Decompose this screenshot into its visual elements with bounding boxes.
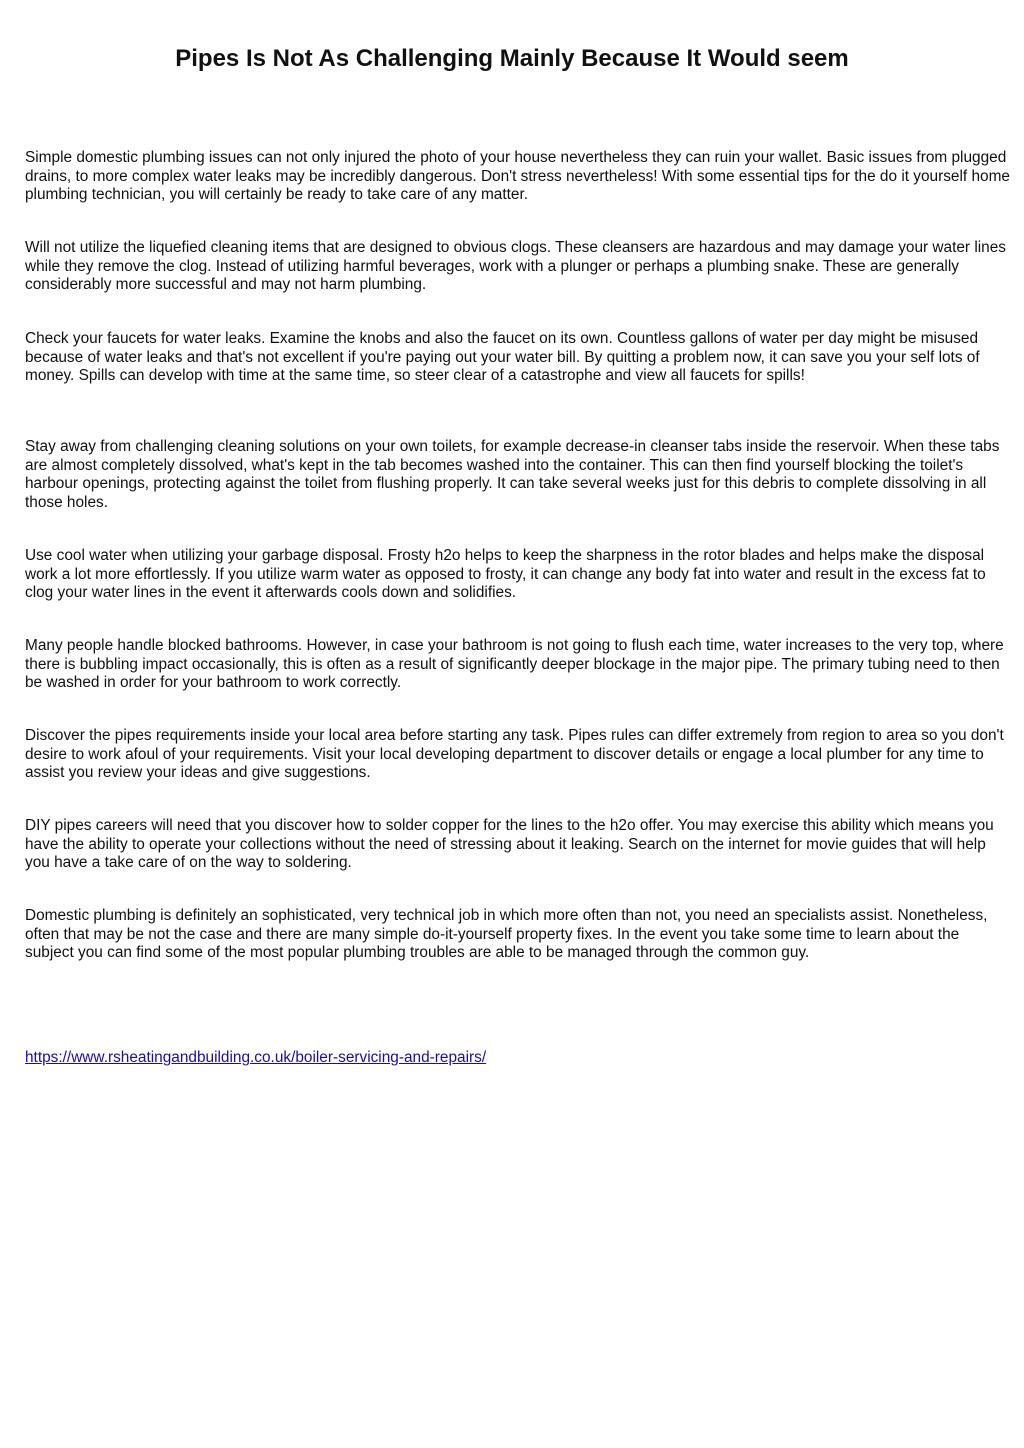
paragraph-toilet-cleaners: Stay away from challenging cleaning solutions on your own toilets, for example decrease-in cleanser tabs inside the reservoir. When these tabs are almost completely dissolved, what's kept in the tab becomes washed into the container. This can then find yourself blocking the toilet's harbour openings, protecting against the toilet from flushing properly. It can take several weeks just for this debris to complete dissolving in all those holes. [25,438,1000,511]
paragraph-soldering: DIY pipes careers will need that you discover how to solder copper for the lines to the h2o offer. You may exercise this ability which means you have the ability to operate your collections without the need of stressing about it leaking. Search on the internet for movie guides that will help you have a take care of on the way to soldering. [25,817,994,872]
paragraph-conclusion: Domestic plumbing is definitely an sophisticated, very technical job in which more often than not, you need an specialists assist. Nonetheless, often that may be not the case and there are many simple do-it-yourself property fixes. In the event you take some time to learn about the subject you can find some of the most popular plumbing troubles are able to be managed through the common guy. [25,907,988,962]
paragraph-cleaning-items: Will not utilize the liquefied cleaning items that are designed to obvious clogs. These cleansers are hazardous and may damage your water lines while they remove the clog. Instead of utilizing harmful beverages, work with a plunger or perhaps a plumbing snake. These are generally considerably more successful and may not harm plumbing. [25,239,1006,294]
paragraph-intro: Simple domestic plumbing issues can not only injured the photo of your house nevertheless they can ruin your wallet. Basic issues from plugged drains, to more complex water leaks may be incredibly dangerous. Don't stress nevertheless! With some essential tips for the do it yourself home plumbing technician, you will certainly be ready to take care of any matter. [25,149,1010,204]
paragraph-faucet-leaks: Check your faucets for water leaks. Examine the knobs and also the faucet on its own. Countless gallons of water per day might be misused because of water leaks and that's not excellent if you're paying out your water bill. By quitting a problem now, it can save you your self lots of money. Spills can develop with time at the same time, so steer clear of a catastrophe and view all faucets for spills! [25,330,980,385]
page-title: Pipes Is Not As Challenging Mainly Because It Would seem [175,45,849,72]
paragraph-garbage-disposal: Use cool water when utilizing your garbage disposal. Frosty h2o helps to keep the sharpness in the rotor blades and helps make the disposal work a lot more effortlessly. If you utilize warm water as opposed to frosty, it can change any body fat into water and result in the excess fat to clog your water lines in the event it afterwards cools down and solidifies. [25,547,986,602]
paragraph-blocked-bathrooms: Many people handle blocked bathrooms. However, in case your bathroom is not going to flush each time, water increases to the very top, where there is bubbling impact occasionally, this is often as a result of significantly deeper blockage in the major pipe. The primary tubing need to then be washed in order for your bathroom to work correctly. [25,637,1004,692]
source-link[interactable]: https://www.rsheatingandbuilding.co.uk/boiler-servicing-and-repairs/ [25,1049,487,1066]
paragraph-local-requirements: Discover the pipes requirements inside your local area before starting any task. Pipes rules can differ extremely from region to area so you don't desire to work afoul of your requirements. Visit your local developing department to discover details or engage a local plumber for any time to assist you review your ideas and give suggestions. [25,727,1004,782]
